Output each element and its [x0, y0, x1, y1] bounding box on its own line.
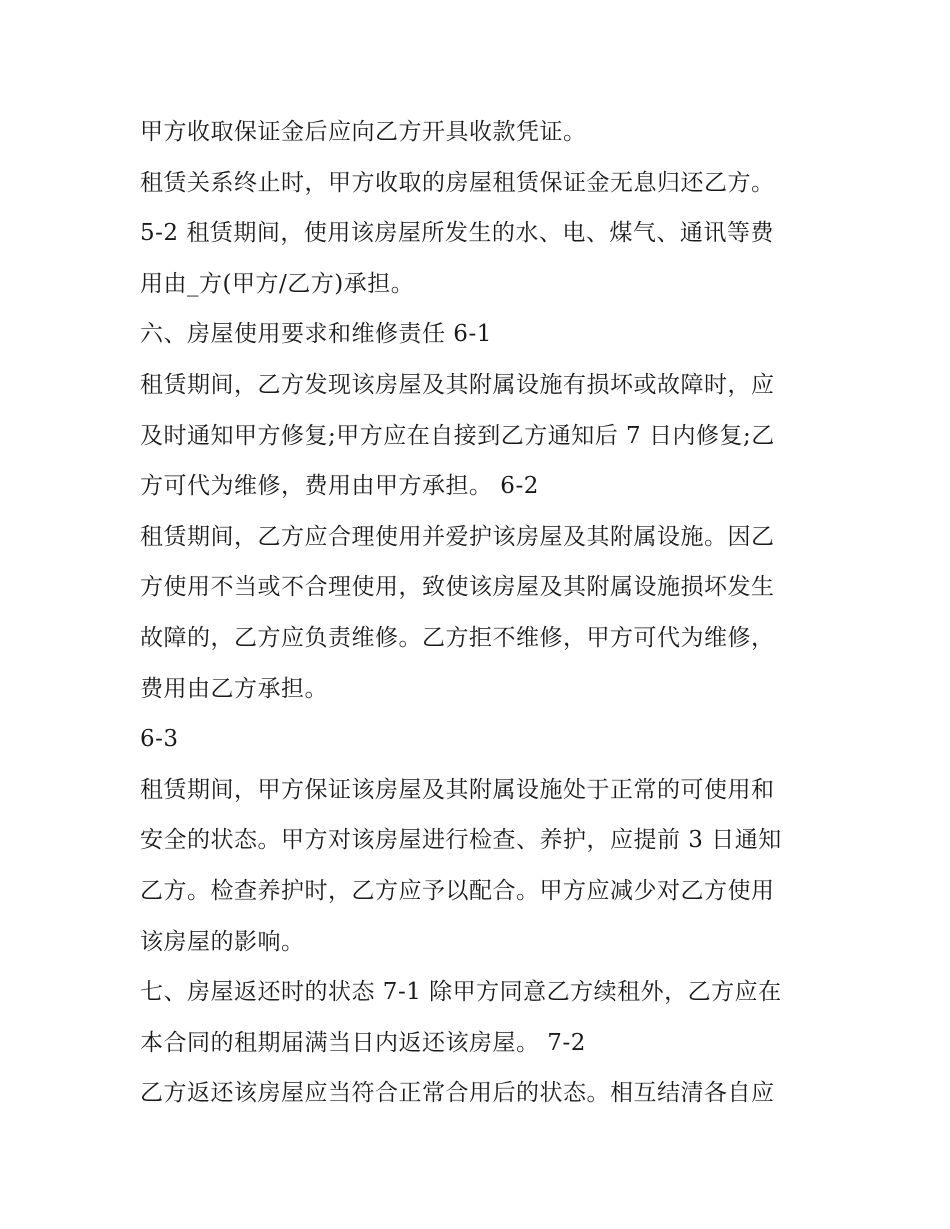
text-line: 该房屋的影响。: [140, 928, 305, 955]
text-line: 租赁期间，乙方发现该房屋及其附属设施有损坏或故障时，应: [140, 371, 775, 398]
text-line: 租赁关系终止时，甲方收取的房屋租赁保证金无息归还乙方。: [140, 169, 775, 196]
text-line: 租赁期间，乙方应合理使用并爱护该房屋及其附属设施。因乙: [140, 523, 775, 550]
text-line: 及时通知甲方修复;甲方应在自接到乙方通知后 7 日内修复;乙: [140, 422, 775, 449]
text-line: 用由_方(甲方/乙方)承担。: [140, 270, 415, 297]
clause-number: 6-3: [140, 726, 179, 753]
text-line: 本合同的租期届满当日内返还该房屋。 7-2: [140, 1029, 586, 1056]
section-heading: 七、房屋返还时的状态 7-1 除甲方同意乙方续租外，乙方应在: [140, 979, 782, 1006]
text-line: 费用由乙方承担。: [140, 675, 328, 702]
text-line: 乙方。检查养护时，乙方应予以配合。甲方应减少对乙方使用: [140, 877, 775, 904]
text-line: 故障的，乙方应负责维修。乙方拒不维修，甲方可代为维修，: [140, 624, 775, 651]
document-body: [140, 107, 830, 1119]
text-line: 方使用不当或不合理使用，致使该房屋及其附属设施损坏发生: [140, 574, 775, 601]
text-line: 安全的状态。甲方对该房屋进行检查、养护，应提前 3 日通知: [140, 827, 782, 854]
section-heading: 六、房屋使用要求和维修责任 6-1: [140, 321, 492, 348]
text-line: 甲方收取保证金后应向乙方开具收款凭证。: [140, 119, 587, 145]
text-line: 乙方返还该房屋应当符合正常合用后的状态。相互结清各自应: [140, 1080, 775, 1107]
text-line: 方可代为维修，费用由甲方承担。 6-2: [140, 473, 539, 500]
text-line: 租赁期间，甲方保证该房屋及其附属设施处于正常的可使用和: [140, 776, 775, 803]
text-line: 5-2 租赁期间，使用该房屋所发生的水、电、煤气、通讯等费: [140, 220, 774, 247]
